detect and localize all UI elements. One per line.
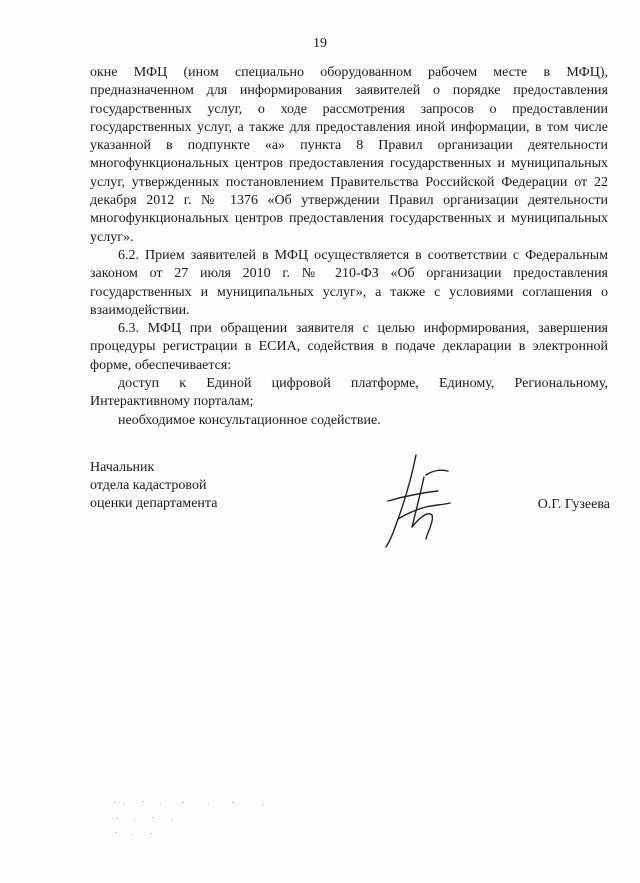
paragraph-continuation: окне МФЦ (ином специально оборудованном рабочем месте в МФЦ), предназначенном для информирования заявителей о порядке предоставления государственных услуг, о ходе рассмотрения запросов о предоставлении государственных услуг, а также для предоставления иной информации, в том числе указанной в подпункте «а» пункта 8 Правил организации деятельности многофункциональных центров предоставления государственных и муниципальных услуг, утвержденных постановлением Правительства Российской Федерации от 22 декабря 2012 г. № 1376 «Об утверждении Правил организации деятельности многофункциональных центров предоставления государственных и муниципальных услуг». — [90, 65, 608, 245]
signer-title-line: Начальник — [90, 460, 155, 475]
signer-title-line: отдела кадастровой — [90, 478, 207, 493]
signer-title — [90, 459, 610, 513]
signature-block — [90, 459, 610, 549]
signer-title-line: оценки департамента — [90, 496, 218, 511]
scan-artifact — [112, 800, 282, 840]
handwritten-signature — [368, 451, 468, 551]
page-number: 19 — [313, 36, 327, 51]
signer-name: О.Г. Гузеева — [537, 497, 610, 512]
list-item-consultation: необходимое консультационное содействие. — [118, 412, 381, 428]
document-body — [90, 64, 608, 430]
paragraph-6-2: 6.2. Прием заявителей в МФЦ осуществляется в соответствии с Федеральным законом от 27 июля 2010 г. № 210-ФЗ «Об организации предоставления государственных и муниципальных услуг», а также с условиями соглашения о взаимодействии. — [90, 247, 608, 318]
paragraph-6-3: 6.3. МФЦ при обращении заявителя с целью информирования, завершения процедуры регистрации в ЕСИА, содействия в подаче декларации в электронной форме, обеспечивается: — [90, 321, 608, 373]
list-item-portal-access: доступ к Единой цифровой платформе, Единому, Региональному, Интерактивному порталам; — [90, 376, 608, 410]
